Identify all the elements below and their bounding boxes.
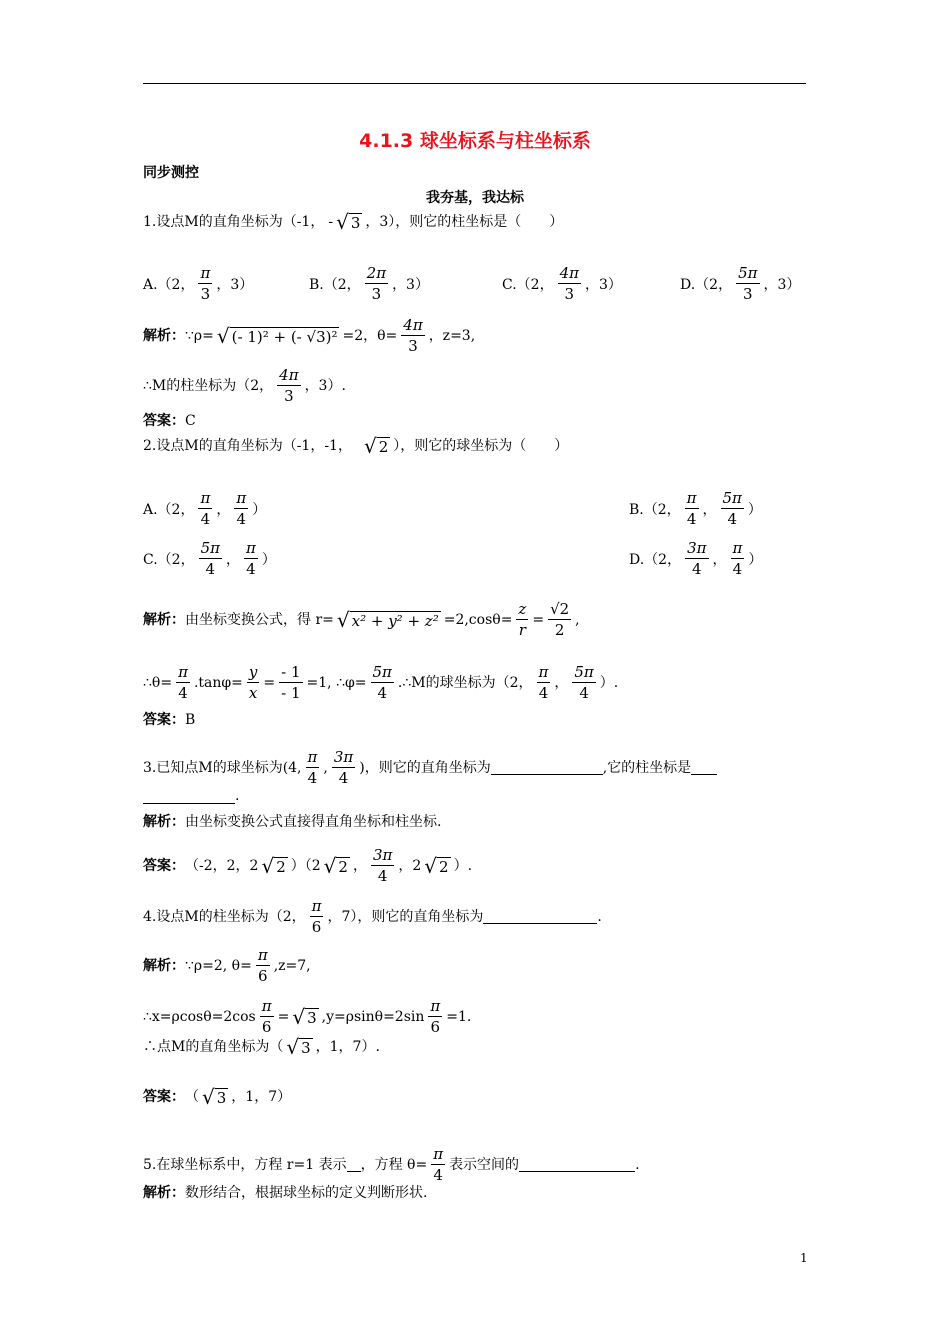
- subsection-heading: 我夯基，我达标: [426, 190, 524, 206]
- q1-option-d: D.（2， $\frac{5\pi}{3}$ ，3）: [680, 264, 801, 303]
- answer-blank[interactable]: [491, 760, 603, 775]
- q4-analysis: 解析： ∵ρ=2, θ= $\frac{\pi}{6}$ ,z=7,: [143, 946, 311, 985]
- answer-blank[interactable]: [483, 909, 597, 924]
- page-number: 1: [800, 1251, 808, 1265]
- q1-option-b: B.（2， $\frac{2\pi}{3}$ ，3）: [309, 264, 429, 303]
- q5-analysis: 解析： 数形结合，根据球坐标的定义判断形状.: [143, 1185, 428, 1201]
- answer-blank[interactable]: [691, 760, 717, 775]
- q2-conclusion: ∴θ= $\frac{\pi}{4}$ .tanφ= $\frac{y}{x}$ = $\frac{- 1}{- 1}$ =1, ∴φ= $\frac{5\pi}{4}$ .∴M的球坐标为（2， $\frac{\pi}{4}$ ， $\frac{5\pi}{4}$ ）.: [143, 663, 619, 702]
- page-title: 4.1.3 球坐标系与柱坐标系: [359, 130, 591, 152]
- q1-conclusion: ∴M的柱坐标为（2， $\frac{4\pi}{3}$ ，3）.: [143, 366, 346, 405]
- q1-option-c: C.（2， $\frac{4\pi}{3}$ ，3）: [502, 264, 622, 303]
- q3-analysis: 解析： 由坐标变换公式直接得直角坐标和柱坐标.: [143, 814, 442, 830]
- header-rule: [143, 83, 806, 84]
- q2-analysis: 解析： 由坐标变换公式，得 r= √ x² + y² + z² =2,cosθ= $\frac{z}{r}$ = $\frac{√2}{2}$ ,: [143, 600, 580, 639]
- q1-option-a: A.（2， $\frac{\pi}{3}$ ，3）: [143, 264, 254, 303]
- q2-option-b: B.（2， $\frac{\pi}{4}$ ， $\frac{5\pi}{4}$ ）: [629, 489, 762, 528]
- q2-answer: 答案： B: [143, 712, 196, 728]
- q1-analysis: 解析： ∵ρ= √ (- 1)² + (- √3)² =2，θ= $\frac{4\pi}{3}$ ，z=3,: [143, 316, 476, 355]
- q4-step: ∴x=ρcosθ=2cos $\frac{\pi}{6}$ = √ 3 ,y=ρsinθ=2sin $\frac{\pi}{6}$ =1.: [143, 997, 472, 1036]
- q4-conclusion: ∴点M的直角坐标为（ √ 3 ，1，7）.: [143, 1035, 380, 1059]
- question-3-cont: .: [143, 786, 239, 806]
- answer-blank[interactable]: [519, 1157, 635, 1172]
- q1-answer: 答案： C: [143, 413, 196, 429]
- section-heading: 同步测控: [143, 165, 199, 181]
- q2-option-a: A.（2， $\frac{\pi}{4}$ ， $\frac{\pi}{4}$ ）: [143, 489, 267, 528]
- q3-answer: 答案： （-2，2，2 √ 2 ）（2 √ 2 ， $\frac{3\pi}{4}$ ，2 √ 2 ）.: [143, 846, 473, 885]
- q2-option-d: D.（2， $\frac{3\pi}{4}$ ， $\frac{\pi}{4}$ ）: [629, 539, 763, 578]
- question-2: 2.设点M的直角坐标为（-1，-1， √ 2 ），则它的球坐标为（ ）: [143, 434, 569, 458]
- q4-answer: 答案： （ √ 3 ，1，7）: [143, 1085, 292, 1109]
- question-3: 3.已知点M的球坐标为(4, $\frac{\pi}{4}$ , $\frac{3\pi}{4}$ )，则它的直角坐标为 ,它的柱坐标是: [143, 748, 717, 787]
- q2-option-c: C.（2， $\frac{5\pi}{4}$ ， $\frac{\pi}{4}$ ）: [143, 539, 276, 578]
- question-4: 4.设点M的柱坐标为（2， $\frac{\pi}{6}$ ，7），则它的直角坐标为 .: [143, 897, 602, 936]
- answer-blank[interactable]: [347, 1157, 361, 1172]
- question-5: 5.在球坐标系中，方程 r=1 表示 ，方程 θ= $\frac{\pi}{4}$ 表示空间的 .: [143, 1145, 640, 1184]
- question-1: 1.设点M的直角坐标为（-1， - √ 3 ，3），则它的柱坐标是（ ）: [143, 210, 564, 234]
- answer-blank[interactable]: [143, 789, 235, 804]
- sqrt-expression: √ 3: [336, 210, 361, 234]
